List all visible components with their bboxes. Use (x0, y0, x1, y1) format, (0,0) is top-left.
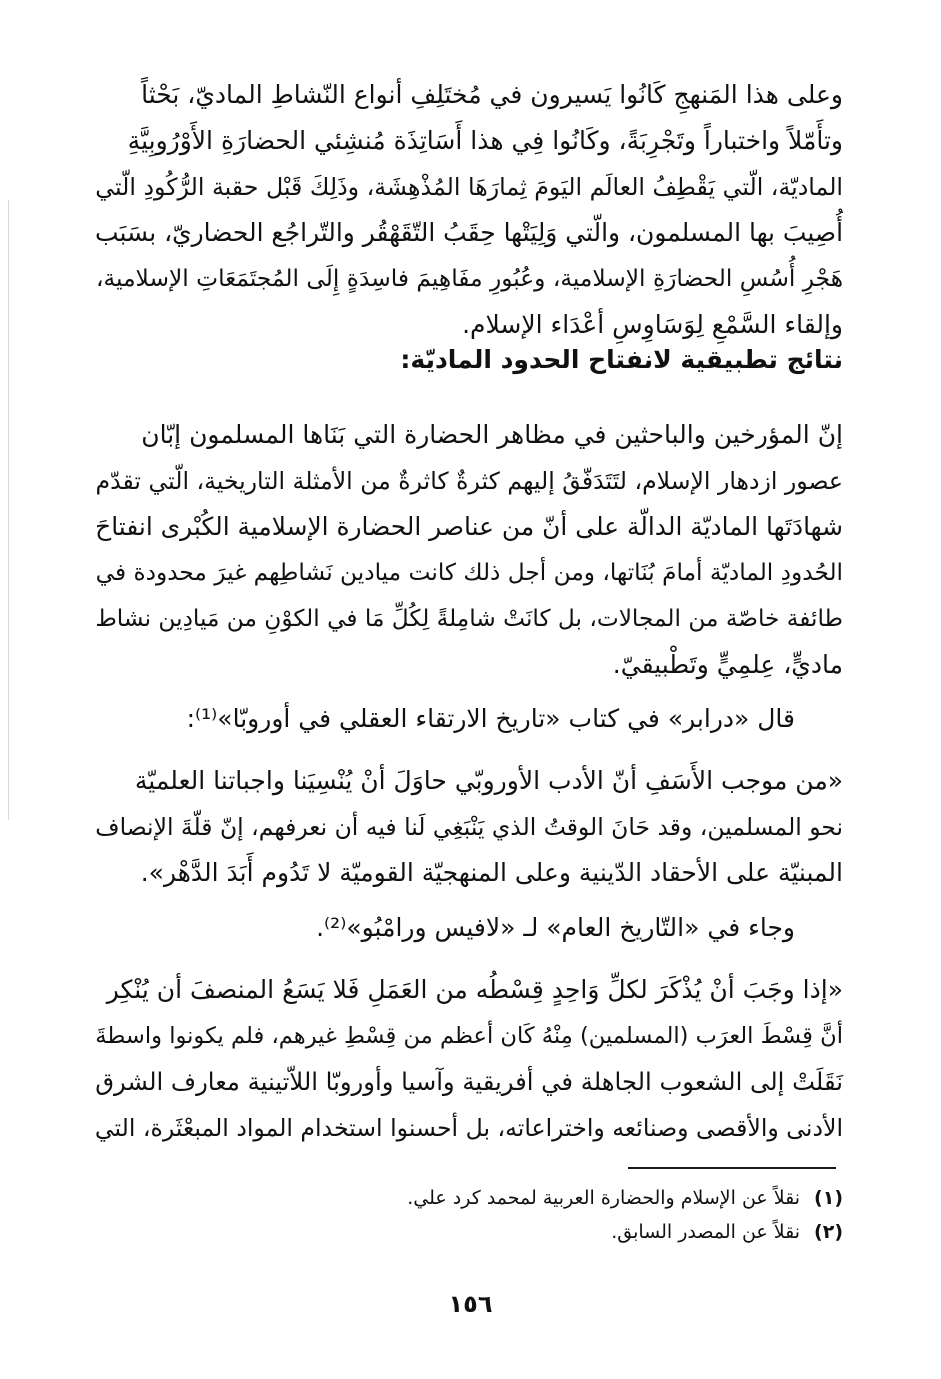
footnote-text: نقلاً عن الإسلام والحضارة العربية لمحمد كرد علي. (407, 1187, 801, 1209)
page-number: ١٥٦ (448, 1290, 493, 1318)
text-line: أنَّ قِسْطَ العرَب (المسلمين) مِنْهُ كَان أعظم من قِسْطِ غيرهم، فلم يكونوا واسطةَ (95, 1023, 843, 1049)
text-line: «إذا وجَبَ أنْ يُذْكَرَ لكلِّ وَاحِدٍ قِسْطُه من العَمَلِ فَلا يَسَعُ المنصفَ أن يُنْكِر (106, 975, 843, 1004)
text-line: الأدنى والأقصى وصنائعه واختراعاته، بل أحسنوا استخدام المواد المبعْثَرة، التي (94, 1114, 843, 1142)
text-line: إنّ المؤرخين والباحثين في مظاهر الحضارة التي بَنَاها المسلمون إبّان (141, 420, 843, 449)
text-line: ماديٍّ، عِلمِيٍّ وتَطْبيقيّ. (612, 650, 843, 679)
text-line: الحُدودِ الماديّة أمامَ بُنَاتها، ومن أجل ذلك كانت ميادين نَشاطِهم غيرَ محدودة في (95, 559, 843, 586)
text-line: نحو المسلمين، وقد حَانَ الوقتُ الذي يَنْبَغِي لَنا فيه أن نعرفهم، إنّ قلّةَ الإنصاف (95, 813, 843, 841)
scan-edge-shadow (8, 200, 9, 820)
quote-lavisse (95, 967, 843, 1151)
footnote-number: (١) (814, 1187, 843, 1209)
text-line: وعلى هذا المَنهجِ كَانُوا يَسيرون في مُختَلِفِ أنواع النّشاطِ الماديّ، بَحْثاً (141, 80, 843, 109)
text-line: عصور ازدهار الإسلام، لتَتَدَفّقُ إليهم كثرةٌ كاثرةٌ من الأمثلة التاريخية، الّتي تقدّم (95, 467, 843, 495)
quote-intro-draper (95, 696, 843, 742)
section-heading: نتائج تطبيقية لانفتاح الحدود الماديّة: (400, 345, 843, 374)
text-line: المبنيّة على الأحقاد الدّينية وعلى المنهجيّة القوميّة لا تَدُوم أَبَدَ الدَّهْر». (140, 858, 843, 887)
footnote-text: نقلاً عن المصدر السابق. (611, 1221, 801, 1243)
footnote-2 (95, 1215, 843, 1249)
paragraph-historians (95, 412, 843, 688)
footnote-separator (628, 1167, 836, 1169)
text-line: شهادَتَها الماديّة الدالّة على أنّ من عناصر الحضارة الإسلامية الكُبْرى انفتاحَ (95, 512, 843, 541)
text-line: الماديّة، الّتي يَقْطِفُ العالَم اليَومَ ثِمارَهَا المُذْهِشَة، وذَلِكَ قَبْل حقبة الرُّكُودِ الّتي (95, 173, 843, 201)
text-line: هَجْرِ أُسُسِ الحضارَةِ الإسلامية، وعُبُورِ مفَاهِيمَ فاسِدَةٍ إِلَى المُجتَمَعَاتِ الإسلامية، (96, 265, 843, 292)
footnote-1 (95, 1181, 843, 1215)
footnotes (95, 1181, 843, 1249)
text-line: أُصِيبَ بها المسلمون، والّتي وَلِيَتْها حِقَبُ التّقَهْقُر والتّراجُع الحضاريّ، بسَبَب (95, 218, 843, 247)
text-line: نَقَلَتْ إلى الشعوب الجاهلة في أفريقية وآسيا وأوروبّا اللاّتينية معارف الشرق (95, 1067, 843, 1096)
text-line: وتأَمّلاً واختباراً وتَجْرِبَةً، وكَانُوا فِي هذا أَسَاتِذَة مُنشِئي الحضارَةِ الأَوْرُوبِيَّةِ (127, 126, 843, 155)
text-line: «من موجب الأَسَفِ أنّ الأدب الأوروبّي حاوَلَ أنْ يُنْسِيَنا واجباتنا العلميّة (134, 766, 843, 795)
quote-intro-lavisse (95, 905, 843, 951)
footnote-number: (٢) (814, 1221, 843, 1243)
text-line: وجاء في «التّاريخ العام» لـ «لافيس ورامْبُو»⁽²⁾. (316, 913, 795, 942)
paragraph-intro (95, 72, 843, 348)
quote-draper (95, 758, 843, 896)
text-line: قال «درابر» في كتاب «تاريخ الارتقاء العقلي في أوروبّا»⁽¹⁾: (186, 704, 795, 733)
text-line: طائفة خاصّة من المجالات، بل كانَتْ شامِلةً لِكُلِّ مَا في الكوْنِ من مَيادِين نشاط (95, 605, 843, 632)
text-line: وإلقاء السَّمْعِ لِوَسَاوِسِ أعْدَاء الإسلام. (462, 310, 843, 339)
